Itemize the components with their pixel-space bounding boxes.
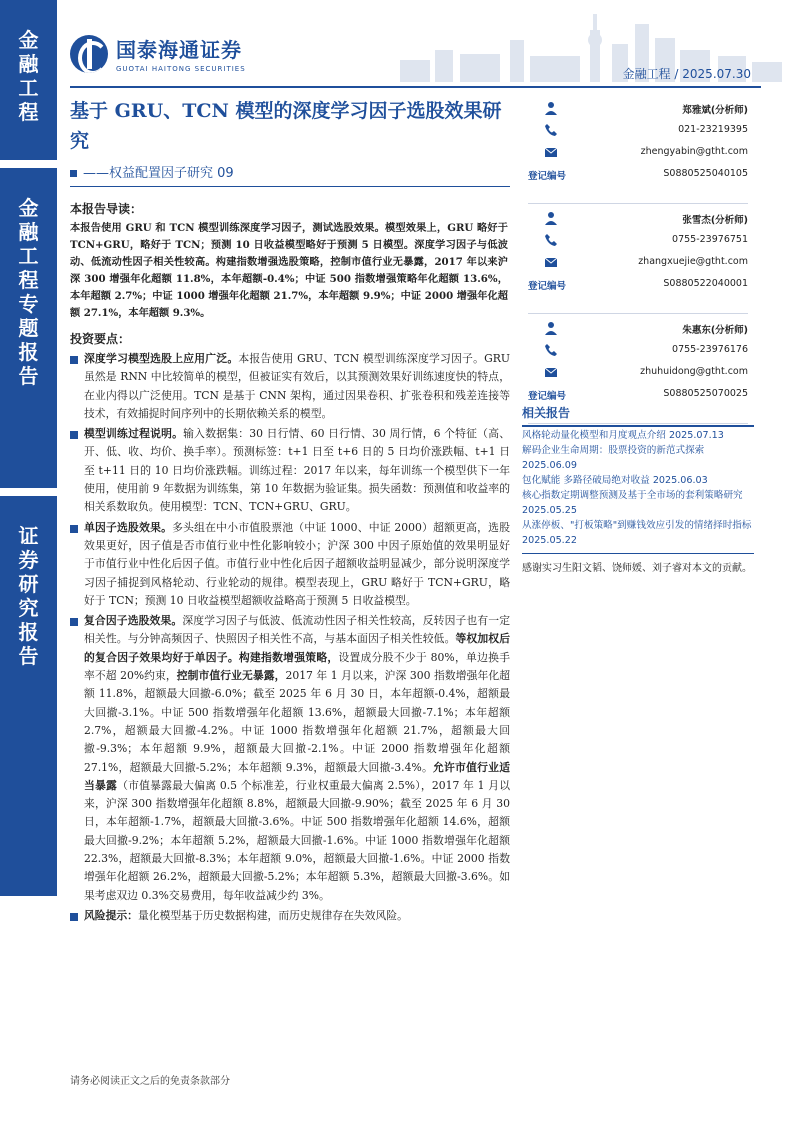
list-item (70, 519, 510, 610)
registration-number: S0880522040001 (663, 278, 748, 289)
square-bullet-icon (70, 356, 78, 364)
square-bullet-icon (70, 431, 78, 439)
email-icon (544, 145, 558, 159)
logo-en-text: GUOTAI HAITONG SECURITIES (116, 65, 246, 73)
report-subtitle (70, 162, 234, 181)
analyst-name: 郑雅斌(分析师) (682, 105, 748, 116)
point-heading: 复合因子选股效果。 (84, 614, 183, 628)
related-reports-list (522, 428, 754, 548)
pen-user-icon (544, 211, 558, 225)
registration-label: 登记编号 (528, 391, 567, 402)
registration-label: 登记编号 (528, 171, 567, 182)
point-text: 深度学习因子与低波、低流动性因子相关性较高，反转因子也有一定相关性。与分钟高频因子、快照因子相关性不高，与基本面因子相关性较低。 (84, 614, 511, 646)
list-item (70, 350, 510, 423)
pen-user-icon (544, 321, 558, 335)
sidebar-report-type-block (0, 168, 57, 488)
related-report-link[interactable]: 风格轮动量化模型和月度观点介绍 2025.07.13 (522, 430, 724, 441)
point-text: 多头组在中小市值股票池（中证 1000、中证 2000）超额更高，选股效果更好，因子值是否市值行业中性化影响较小；沪深 300 中因子原始值的效果明显好于市值行业中性化后因子值。市值行业中性化后因子超额收益明显减少，部分说明深度学习因子捕捉到风格轮动、行业轮动的规律。模型表现上，GRU 略好于 TCN+GRU，略好于 TCN；预测 10 日收益模型超额收益略高于预测 5 日收益模型。 (84, 520, 510, 607)
key-points-list (70, 350, 510, 927)
point-text: （市值暴露最大偏离 0.5 个标准差，行业权重最大偏离 2.5%），2017 年 1 月以来，沪深 300 指数增强年化超额 8.8%，超额最大回撤-9.90%；截至 2025 年 6 月 30 日，本年超额-1.7%，超额最大回撤-3.6%。中证 500 指数增强年化超额 14.6%，超额最大回撤-9.2%；本年超额 5.2%，超额最大回撤-1.6%。中证 1000 指数增强年化超额 22.3%，超额最大回撤-8.3%；本年超额 9.0%，超额最大回撤-1.6%。中证 2000 指数增强年化超额 26.2%，超额最大回撤-5.2%；本年超额 5.3%，超额最大回撤-3.6%。如果考虑双边 0.3%交易费用，每年收益减少约 3%。 (84, 778, 511, 902)
category-date: 金融工程 / 2025.07.30 (622, 67, 751, 81)
square-bullet-icon (70, 618, 78, 626)
list-item (70, 612, 510, 905)
acknowledgement: 感谢实习生阳文韬、饶师媛、刘子睿对本文的贡献。 (522, 563, 752, 574)
point-heading: 风险提示： (84, 908, 138, 922)
analyst-name: 张雪杰(分析师) (682, 215, 748, 226)
logo-mark-icon (70, 35, 108, 73)
related-report-link[interactable]: 解码企业生命周期：股票投资的新范式探索 2025.06.09 (522, 445, 705, 471)
analyst-phone: 0755-23976176 (672, 344, 748, 355)
registration-number: S0880525040105 (663, 168, 748, 179)
point-emphasis: 允许市值行业适当暴露 (84, 760, 510, 792)
point-text: 量化模型基于历史数据构建，而历史规律存在失效风险。 (137, 908, 408, 922)
analyst-card (528, 100, 748, 204)
square-bullet-icon (70, 913, 78, 921)
point-text: 2017 年 1 月以来，沪深 300 指数增强年化超额 11.8%，超额最大回撤-6.0%；截至 2025 年 6 月 30 日，本年超额-0.4%，超额最大回撤-3.1%。中证 500 指数增强年化超额 13.6%，超额最大回撤-7.1%；本年超额 2.7%，超额最大回撤-4.2%。中证 1000 指数增强年化超额 21.7%，超额最大回撤-9.3%；本年超额 9.9%，超额最大回撤-2.1%。中证 2000 指数增强年化超额 27.1%，超额最大回撤-5.2%；本年超额 9.3%，超额最大回撤-3.4%。 (84, 669, 510, 774)
analyst-name: 朱惠东(分析师) (682, 325, 748, 336)
analyst-list (528, 100, 748, 430)
report-title: 基于 GRU、TCN 模型的深度学习因子选股效果研究 (70, 100, 502, 152)
pen-user-icon (544, 101, 558, 115)
report-subtitle-text: ——权益配置因子研究 09 (83, 166, 234, 181)
sidebar-category-block (0, 0, 57, 160)
point-text: 输入数据集：30 日行情、60 日行情、30 周行情，6 个特征（高、开、低、收、均价、换手率）。预测标签：t+1 日至 t+6 日的 5 日均价涨跌幅、t+1 日至 t+11 日的 10 日均价涨跌幅。训练过程：2017 年以来，每年训练一个模型供下一年使用，使用前 9 年数据为训练集，第 10 年数据为验证集。损失函数：预测值和收益率的相关系数取负。使用模型：TCN、TCN+GRU、GRU。 (84, 427, 511, 514)
sidebar-report-type-text: 金融工程专题报告 (18, 196, 39, 388)
analyst-phone: 0755-23976751 (672, 234, 748, 245)
point-emphasis: 等权加权后的复合因子效果均好于单因子。构建指数增强策略， (84, 632, 511, 664)
email-icon (544, 365, 558, 379)
point-text: 设置成分股不少于 80%，单边换手率不超 20%约束， (84, 650, 510, 683)
point-text: 本报告使用 GRU、TCN 模型训练深度学习因子。GRU 虽然是 RNN 中比较简单的模型，但被证实有效后，以其预测效果好训练速度快的特点，在业内得以广泛使用。TCN 是基于 CNN 架构，通过因果卷积、扩张卷积和残差连接等技术，有效捕捉时间序列中的长期依赖关系的模型。 (84, 352, 510, 420)
registration-label: 登记编号 (528, 281, 567, 292)
sidebar-research-text: 证券研究报告 (18, 524, 39, 668)
related-reports-heading: 相关报告 (522, 404, 754, 427)
square-bullet-icon (70, 170, 77, 177)
analyst-phone: 021-23219395 (678, 124, 748, 135)
list-item (70, 907, 510, 925)
point-emphasis: 控制市值行业无暴露， (176, 669, 286, 683)
list-item (70, 425, 510, 516)
analyst-email[interactable]: zhengyabin@gtht.com (640, 146, 748, 157)
phone-icon (544, 123, 558, 137)
subtitle-divider (70, 186, 510, 187)
analyst-email[interactable]: zhangxuejie@gtht.com (638, 256, 748, 267)
email-icon (544, 255, 558, 269)
intro-body: 本报告使用 GRU 和 TCN 模型训练深度学习因子，测试选股效果。模型效果上，GRU 略好于 TCN+GRU，略好于 TCN；预测 10 日收益模型略好于预测 5 日模型。深度学习因子与低波动、低流动性因子相关性较高。构建指数增强选股策略，控制市值行业无暴露，2017 年以来沪深 300 增强年化超额 11.8%，本年超额-0.4%；中证 500 指数增强策略年化超额 13.6%，本年超额 2.7%；中证 1000 增强年化超额 21.7%，本年超额 9.9%；中证 2000 增强年化超额 27.1%，本年超额 9.3%。 (70, 222, 508, 319)
phone-icon (544, 343, 558, 357)
company-logo (70, 34, 246, 73)
point-heading: 单因子选股效果。 (84, 520, 173, 534)
related-report-link[interactable]: 核心指数定期调整预测及基于全市场的套利策略研究 2025.05.25 (522, 490, 743, 516)
intro-heading: 本报告导读： (70, 202, 143, 216)
related-report-link[interactable]: 包化赋能 多路径破局绝对收益 2025.06.03 (522, 475, 708, 486)
analyst-card (528, 210, 748, 314)
logo-cn-text: 国泰海通证券 (116, 38, 242, 62)
point-heading: 模型训练过程说明。 (84, 427, 184, 441)
related-divider (522, 553, 754, 554)
square-bullet-icon (70, 525, 78, 533)
disclaimer-note: 请务必阅读正文之后的免责条款部分 (70, 1076, 230, 1087)
registration-number: S0880525070025 (663, 388, 748, 399)
sidebar-research-block (0, 496, 57, 896)
key-points-heading: 投资要点： (70, 332, 131, 346)
left-sidebar (0, 0, 57, 1122)
analyst-email[interactable]: zhuhuidong@gtht.com (640, 366, 748, 377)
point-heading: 深度学习模型选股上应用广泛。 (84, 352, 239, 365)
related-report-link[interactable]: 从涨停板、"打板策略"到赚钱效应引发的情绪择时指标 2025.05.22 (522, 520, 752, 546)
sidebar-category-text: 金融工程 (18, 28, 39, 124)
phone-icon (544, 233, 558, 247)
header-divider (70, 86, 761, 88)
